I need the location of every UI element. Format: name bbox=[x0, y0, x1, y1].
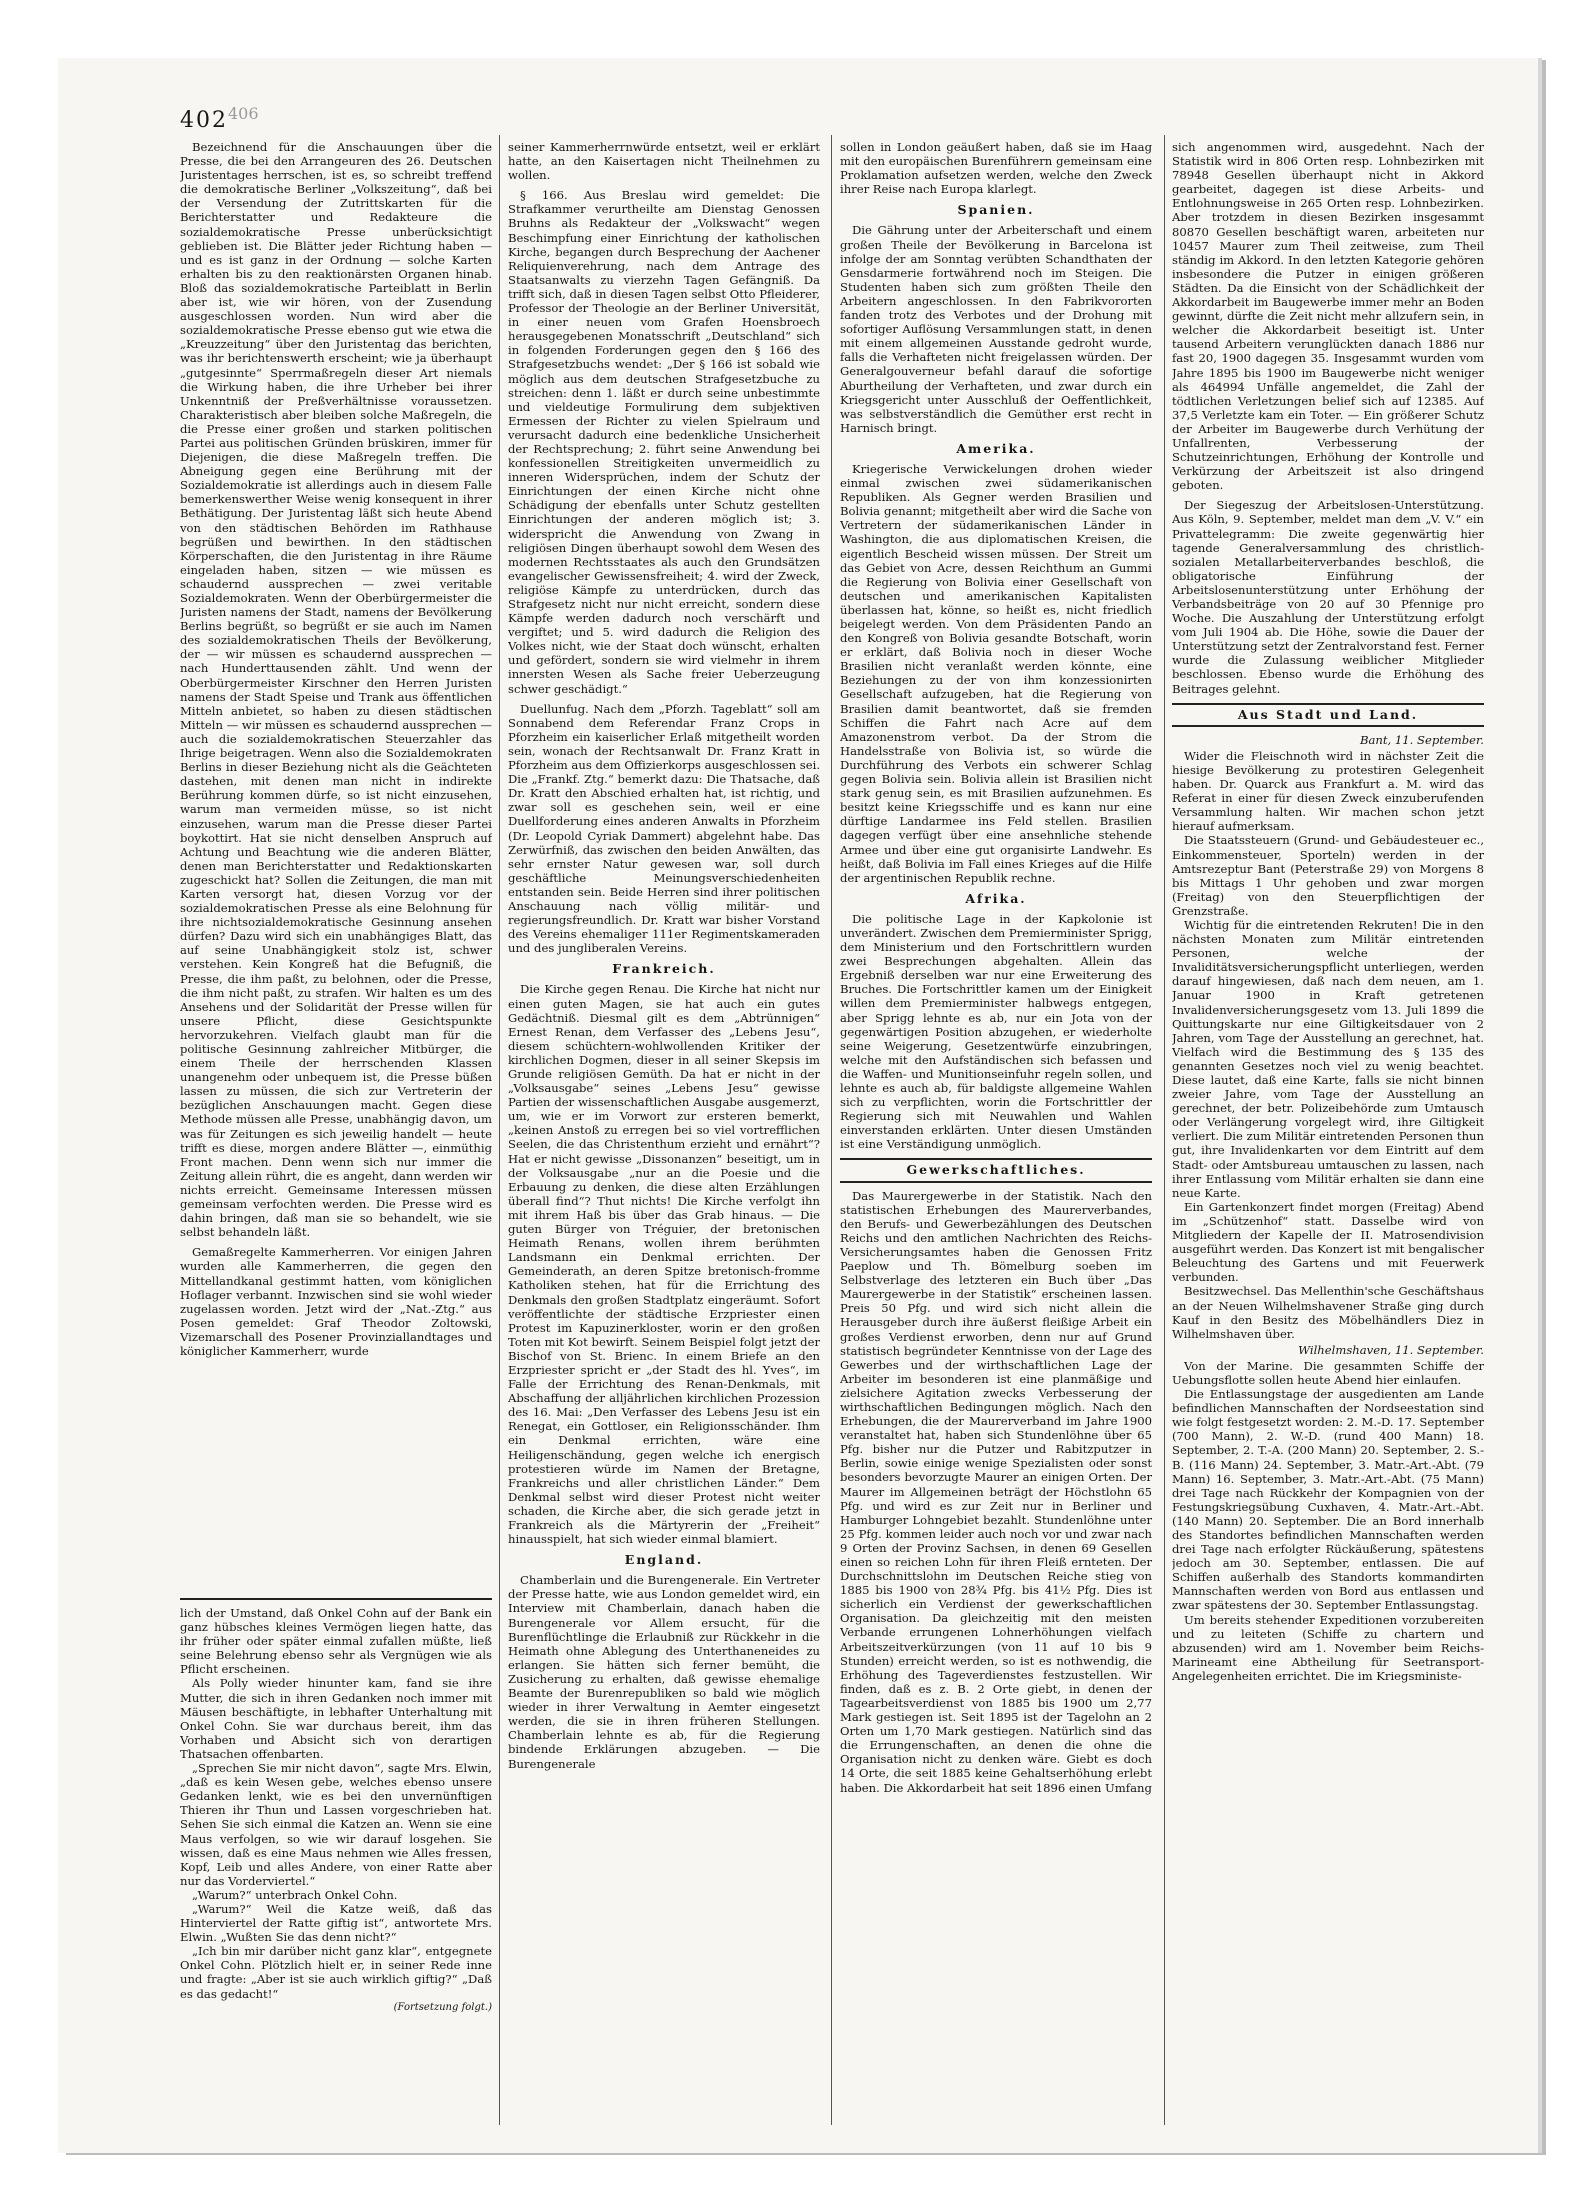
article-rekruten: Wichtig für die eintretenden Rekruten! Die in den nächsten Monaten zum Militär eintretenden Personen, welche der Invaliditätsversicherungspflicht unterliegen, werden darauf hingewiesen, daß nach dem neuen, am 1. Januar 1900 in Kraft getretenen Invalidenversicherungsgesetz vom 13. Juli 1899 die Quittungskarte nur eine Giltigkeitsdauer von 2 Jahren, vom Tage der Ausstellung an gerechnet, hat. Vielfach wird die Bestimmung des § 135 des genannten Gesetzes noch viel zu wenig beachtet. Diese lautet, daß eine Karte, falls sie nicht binnen zweier Jahre, vom Tage der Ausstellung an gerechnet, der betr. Polizeibehörde zum Umtausch oder Verlängerung vorgelegt wird, ihre Giltigkeit verliert. Die zum Militär eintretenden Personen thun gut, ihre Invalidenkarten vor dem Eintritt auf dem Stadt- oder Amtsbureau umtauschen zu lassen, nach ihrer Entlassung vom Militär erhalten sie dann eine neue Karte. bbox=[1172, 917, 1484, 1200]
feuilleton-paragraph: „Warum?“ Weil die Katze weiß, daß das Hinterviertel der Ratte giftig ist“, antwortete Mrs. Elwin. „Wußten Sie das denn nicht?“ bbox=[180, 1901, 492, 1945]
article-presse-juristentag: Bezeichnend für die Anschauungen über die Presse, die bei den Arrangeuren des 26. Deutschen Juristentages herrschen, ist es, so schreibt treffend die demokratische Berliner „Volkszeitung“, daß bei der Versendung der Zutrittskarten für die Berichterstatter und Redakteure die sozialdemokratische Presse unberücksichtigt geblieben ist. Die Blätter jeder Richtung haben — und es ist ganz in der Ordnung — solche Karten erhalten bis zu den reaktionärsten Organen hinab. Bloß das sozialdemokratische Parteiblatt in Berlin aber ist, wie wir hören, von der Zusendung ausgeschlossen worden. Nun wird aber die sozialdemokratische Presse ebenso gut wie etwa die „Kreuzzeitung“ über den Juristentag das berichten, was ihr berichtenswerth erscheint; wie ja überhaupt „gutgesinnte“ Sperrmaßregeln dieser Art niemals die Wirkung haben, die ihre Urheber bei ihrer Unkenntniß der Preßverhältnisse voraussetzen. Charakteristisch aber bleiben solche Maßregeln, die die Presse einer großen und starken politischen Partei aus politischen Gründen brüskiren, immer für Diejenigen, die diese Maßregeln treffen. Die Abneigung gegen eine Berührung mit der Sozialdemokratie ist allerdings auch in diesem Falle bemerkenswerther Weise wenig konsequent in ihrer Bethätigung. Der Juristentag läßt sich heute Abend von den städtischen Behörden im Rathhause begrüßen und bewirthen. In den städtischen Körperschaften, die den Juristentag in ihre Räume eingeladen haben, sitzen — wie müssen es schaudernd aussprechen — zwei veritable Sozialdemokraten. Wenn der Oberbürgermeister die Juristen namens der Stadt, namens der Bevölkerung Berlins begrüßt, so begrüßt er sie auch im Namen des sozialdemokratischen Theils der Bevölkerung, der — wir müssen es schaudernd aussprechen — nach Hunderttausenden zählt. Und wenn der Oberbürgermeister Kirschner den Herren Juristen namens der Stadt Speise und Trank aus öffentlichen Mitteln anbietet, so haben zu diesen städtischen Mitteln — wir müssen es schaudernd aussprechen — auch die sozialdemokratischen Steuerzahler das Ihrige beigetragen. Wenn also die Sozialdemokraten Berlins in dieser Beziehung nicht als die Geächteten dastehen, mit denen man nicht in indirekte Berührung kommen dürfe, so ist nicht einzusehen, warum man vermeiden müsse, so ist nicht einzusehen, warum man die Presse dieser Partei boykottirt. Hat sie nicht denselben Anspruch auf Achtung und Beachtung wie die anderen Blätter, denen man Berichterstatter und Redaktionskarten zugeschickt hat? Sollen die Zeitungen, die man mit Karten versorgt hat, diesen Vorzug vor der sozialdemokratischen Presse als eine Belohnung für ihre nichtsozialdemokratische Gesinnung ansehen dürfen? Dazu wird sich ein unabhängiges Blatt, das auf seine Unabhängigkeit stolz ist, schwer verstehen. Kein Kongreß hat die Befugniß, die Presse, die ihm paßt, zu belohnen, oder die Presse, die ihm nicht paßt, zu strafen. Wir halten es um des Ansehens und der Solidarität der Presse willen für unsere Pflicht, diese Gesichtspunkte hervorzukehren. Vielfach glaubt man für die politische Gesinnung zahlreicher Mitbürger, die einem Theile der herrschenden Klassen unangenehm oder unbequem ist, die Presse büßen lassen zu müssen, die sich zur Vertreterin der bezüglichen Anschauungen macht. Gegen diese Methode müssen alle Presse, unabhängig davon, um was für Zeitungen es sich jeweilig handelt — heute trifft es diese, morgen andere Blätter —, einmüthig Front machen. Denn wenn sich nur immer die Zeitung allein rührt, die es angeht, dann werden wir nichts erreicht. Gemeinsame Interessen müssen gemeinsam verfochten werden. Die Presse wird es dahin bringen, daß man sie so behandelt, wie sie selbst behandeln läßt. bbox=[180, 140, 492, 1240]
section-heading-england: England. bbox=[624, 1552, 704, 1568]
article-continuation: sollen in London geäußert haben, daß sie im Haag mit den europäischen Burenführern gemeinsam eine Proklamation aufsetzen werden, welche den Zweck ihrer Reise nach Europa klarlegt. bbox=[840, 140, 1152, 197]
dateline: Wilhelmshaven, 11. September. bbox=[1298, 1342, 1484, 1357]
continuation-note: (Fortsetzung folgt.) bbox=[393, 2001, 492, 2013]
feuilleton bbox=[180, 1606, 492, 2016]
article-continuation: seiner Kammerherrnwürde entsetzt, weil er erklärt hatte, an den Kaisertagen nicht Theilnehmen zu wollen. bbox=[508, 140, 820, 183]
column-1 bbox=[180, 140, 492, 1595]
article-kammerherren: Gemaßregelte Kammerherren. Vor einigen Jahren wurden alle Kammerherren, die gegen den Mittellandkanal gestimmt hatten, vom königlichen Hoflager verbannt. Inzwischen sind sie wohl wieder zugelassen worden. Jetzt wird der „Nat.-Ztg.“ aus Posen gemeldet: Graf Theodor Zoltowski, Vizemarschall des Posener Provinziallandtages und königlicher Kammerherr, wurde bbox=[180, 1245, 492, 1358]
page-number-faint: 406 bbox=[228, 104, 259, 123]
column-3 bbox=[840, 140, 1152, 2120]
article-marine: Von der Marine. Die gesammten Schiffe der Uebungsflotte sollen heute Abend hier einlaufen. bbox=[1172, 1358, 1484, 1387]
article-paragraph-166: § 166. Aus Breslau wird gemeldet: Die Strafkammer verurtheilte am Dienstag Genossen Bruhns als Redakteur der „Volkswacht“ wegen Beschimpfung einer Einrichtung der katholischen Kirche, begangen durch Besprechung der Aachener Reliquienverehrung, nach dem Antrage des Staatsanwalts zu vierzehn Tagen Gefängniß. Da trifft sich, daß in diesen Tagen selbst Otto Pfleiderer, Professor der Theologie an der Berliner Universität, in einer neuen vom Grafen Hoensbroech herausgegebenen Monatsschrift „Deutschland“ sich in folgenden Forderungen gegen den § 166 des Strafgesetzbuchs wendet: „Der § 166 ist sobald wie möglich aus dem deutschen Strafgesetzbuche zu streichen: denn 1. läßt er durch seine unbestimmte und vieldeutige Formulirung dem subjektiven Ermessen der Richter zu vielen Spielraum und verursacht dadurch eine bedenkliche Unsicherheit der Rechtsprechung; 2. führt seine Anwendung bei konfessionellen Streitigkeiten unvermeidlich zu inneren Widersprüchen, indem der Schutz der Einrichtungen der einen Kirche nicht ohne Schädigung der ebenfalls unter Schutz gestellten Einrichtungen der anderen möglich ist; 3. widerspricht die Anwendung von Zwang in religiösen Dingen überhaupt sowohl dem Wesen des modernen Rechtsstaates als auch den Grundsätzen evangelischer Gewissensfreiheit; 4. wird der Zweck, religiöse Kämpfe zu unterdrücken, durch das Strafgesetz nicht nur nicht erreicht, sondern diese Kämpfe werden dadurch noch verschärft und vergiftet; und 5. wird dadurch die Religion des Volkes nicht, wie der Staat doch wünscht, erhalten und gefördert, sondern sie wird vielmehr in ihrem innersten Wesen als Sache freier Ueberzeugung schwer geschädigt.“ bbox=[508, 188, 820, 696]
column-rule bbox=[1164, 135, 1165, 2125]
article-fleischnoth: Wider die Fleischnoth wird in nächster Zeit die hiesige Bevölkerung zu protestiren Gelegenheit haben. Dr. Quarck aus Frankfurt a. M. wird das Referat in einer für diesen Zweck einzuberufenden Versammlung halten. Wir machen schon jetzt hierauf aufmerksam. bbox=[1172, 748, 1484, 834]
article-chamberlain: Chamberlain und die Burengenerale. Ein Vertreter der Presse hatte, wie aus London gemeldet wird, ein Interview mit Chamberlain, danach haben die Burengenerale vor Allem ersucht, für die Burenflüchtlinge die Erlaubniß zur Rückkehr in die Heimath ohne Ablegung des Unterthaneneides zu erlangen. Sie hätten sich ferner bemüht, die Zusicherung zu erhalten, daß gewisse ehemalige Beamte der Burenrepubliken so bald wie möglich wieder in ihrer Verwaltung in Aemter eingesetzt werden, die sie in ihren früheren Stellungen. Chamberlain lehnte es ab, für die Regierung bindende Erklärungen abzugeben. — Die Burengenerale bbox=[508, 1573, 820, 1771]
article-entlassungstage: Die Entlassungstage der ausgedienten am Lande befindlichen Mannschaften der Nordseestation sind wie folgt festgesetzt worden: 2. M.-D. 17. September (700 Mann), 2. W.-D. (rund 400 Mann) 18. September, 2. T.-A. (200 Mann) 20. September, 2. S.-B. (116 Mann) 24. September, 3. Matr.-Art.-Abt. (79 Mann) 16. September, 3. Matr.-Art.-Abt. (75 Mann) drei Tage nach Rückkehr der Kompagnien von der Festungskriegsübung Cuxhaven, 4. Matr.-Art.-Abt. (140 Mann) 20. September. Die an Bord innerhalb des Standortes befindlichen Mannschaften werden drei Tage nach erfolgter Rückäußerung, spätestens jedoch am 30. September, entlassen. Die auf Schiffen außerhalb des Standorts kommandirten Mannschaften werden von Bord aus entlassen und zwar spätestens der 30. September Entlassungstag. bbox=[1172, 1387, 1484, 1613]
page-number: 402 bbox=[180, 108, 228, 133]
column-2 bbox=[508, 140, 820, 2120]
article-besitzwechsel: Besitzwechsel. Das Mellenthin'sche Geschäftshaus an der Neuen Wilhelmshavener Straße ging durch Kauf in den Besitz des Möbelhändlers Diez in Wilhelmshaven über. bbox=[1172, 1284, 1484, 1341]
article-staatssteuern: Die Staatssteuern (Grund- und Gebäudesteuer ec., Einkommensteuer, Sporteln) werden in der Amtsrezeptur Bant (Peterstraße 29) von Morgens 8 bis Mittags 1 Uhr gehoben und zwar morgen (Freitag) von den Steuerpflichtigen der Grenzstraße. bbox=[1172, 833, 1484, 918]
section-heading-gewerkschaftliches: Gewerkschaftliches. bbox=[840, 1158, 1152, 1182]
article-kirche-renan: Die Kirche gegen Renau. Die Kirche hat nicht nur einen guten Magen, sie hat auch ein gutes Gedächtniß. Diesmal gilt es dem „Abtrünnigen“ Ernest Renan, dem Verfasser des „Lebens Jesu“, diesem schüchtern-wohlwollenden Kritiker der kirchlichen Dogmen, dieser in all seiner Skepsis im Grunde religiösen Gemüth. Da hat er nicht in der „Volksausgabe“ seines „Lebens Jesu“ gewisse Partien der wissenschaftlichen Ausgabe ausgemerzt, um, wie er im Vorwort zur ersteren bemerkt, „keinen Anstoß zu erregen bei so viel vortrefflichen Seelen, die das Christenthum erzieht und ernährt“? Hat er nicht gewisse „Dissonanzen“ beseitigt, um in der Volksausgabe „nur an die Poesie und die Erbauung zu denken, die diese alten Erzählungen überall find“? Thut nichts! Die Kirche verfolgt ihn mit ihrem Haß bis über das Grab hinaus. — Die guten Bürger von Tréguier, der bretonischen Heimath Renans, wollen ihrem berühmten Landsmann ein Denkmal errichten. Der Gemeinderath, an deren Spitze bretonisch-fromme Katholiken stehen, hat für die Errichtung des Denkmals den großen Stadtplatz eingeräumt. Sofort veröffentlichte der städtische Erzpriester einen Protest im Kapuzinerkloster, worin er den großen Toten mit Kot bewirft. Seinem Beispiel folgt jetzt der Bischof von St. Brienc. In einem Briefe an den Erzpriester spricht er „der Stadt des hl. Yves“, im Falle der Errichtung des Renan-Denkmals, mit Abschaffung der alljährlichen kirchlichen Prozession des 16. Mai: „Den Verfasser des Lebens Jesu ist ein Renegat, ein Gottloser, ein Religionsschänder. Ihm ein Denkmal errichten, wäre eine Heiligenschändung, gegen welche ich energisch protestieren würde im Namen der Bretagne, Frankreichs und aller christlichen Länder.“ Dem Denkmal selbst wird dieser Protest nicht weiter schaden, die Kirche aber, die sich gerade jetzt in Frankreich als die Märtyrerin der „Freiheit“ hinausspielt, hat sich wieder einmal blamiert. bbox=[508, 982, 820, 1547]
article-gartenkonzert: Ein Gartenkonzert findet morgen (Freitag) Abend im „Schützenhof“ statt. Dasselbe wird von Mitgliedern der Kapelle der II. Matrosendivision ausgeführt werden. Das Konzert ist mit bengalischer Beleuchtung des Gartens und mit Feuerwerk verbunden. bbox=[1172, 1199, 1484, 1285]
section-heading-afrika: Afrika. bbox=[965, 890, 1027, 906]
article-continuation: sich angenommen wird, ausgedehnt. Nach der Statistik wird in 806 Orten resp. Lohnbezirken mit 78948 Gesellen überhaupt nicht in Akkord gearbeitet, dagegen ist diese Arbeits- und Entlohnungsweise in 265 Orten resp. Lohnbezirken. Aber trotzdem in diesen Bezirken insgesammt 80870 Gesellen beschäftigt waren, arbeiteten nur 10457 Maurer zum Theil zeitweise, zum Theil ständig im Akkord. In den letzten Kategorie gehören insbesondere die Putzer in einigen größeren Städten. Da die Einsicht von der Schädlichkeit der Akkordarbeit im Baugewerbe immer mehr an Boden gewinnt, dürfte die Zeit nicht mehr allzufern sein, in welcher die Akkordarbeit beseitigt ist. Unter tausend Arbeitern verunglückten danach 1886 nur fast 20, 1900 dagegen 35. Insgesammt wurden vom Jahre 1895 bis 1900 im Baugewerbe nicht weniger als 464994 Unfälle angemeldet, die Zahl der tödtlichen Verletzungen belief sich auf 12385. Auf 37,5 Verletzte kam ein Toter. — Ein größerer Schutz der Arbeiter im Baugewerbe durch Verhütung der Unfallrenten, Verbesserung der Schutzeinrichtungen, Erhöhung der Kontrolle und Verkürzung der Arbeitszeit ist also dringend geboten. bbox=[1172, 140, 1484, 493]
column-rule bbox=[499, 135, 500, 2125]
article-seetransport: Um bereits stehender Expeditionen vorzubereiten und zu leiteten (Schiffe zu chartern und abzusenden) wird am 1. November beim Reichs-Marineamt eine Abtheilung für Seetransport-Angelegenheiten errichtet. Die im Kriegsministe- bbox=[1172, 1612, 1484, 1683]
feuilleton-paragraph: Als Polly wieder hinunter kam, fand sie ihre Mutter, die sich in ihren Gedanken noch immer mit Mäusen beschäftigte, in lebhafter Unterhaltung mit Onkel Cohn. Sie war durchaus bereit, ihm das Vorhaben und Absicht sich von derartigen Thatsachen offenbarten. bbox=[180, 1676, 492, 1761]
dateline: Bant, 11. September. bbox=[1359, 732, 1484, 747]
section-heading-spanien: Spanien. bbox=[957, 202, 1035, 218]
feuilleton-paragraph: „Warum?“ unterbrach Onkel Cohn. bbox=[192, 1887, 398, 1902]
article-kapkolonie: Die politische Lage in der Kapkolonie ist unverändert. Zwischen dem Premierminister Sprigg, dem Ministerium und den Fortschrittlern wurden zwei Besprechungen abgehalten. Allein das Ergebniß derselben war nur eine Erweiterung des Bruches. Die Fortschrittler kamen um der Einigkeit willen dem Premierminister halbwegs entgegen, aber Sprigg lehnte es ab, nur ein Jota von der gegenwärtigen Position abzugehen, er wiederholte seine Weigerung, Gesetzentwürfe einzubringen, welche mit den Aufständischen sich befassen und die Waffen- und Munitionseinfuhr regeln sollen, und lehnte es auch ab, für baldigste allgemeine Wahlen sich zu verpflichten, worin die Fortschrittler der Regierung sich mit Neuwahlen und Wahlen einverstanden erklärten. Unter diesen Umständen ist eine Verständigung unmöglich. bbox=[840, 911, 1152, 1152]
column-4 bbox=[1172, 140, 1484, 2120]
feuilleton-paragraph: „Sprechen Sie mir nicht davon“, sagte Mrs. Elwin, „daß es kein Wesen gebe, welches ebenso unsere Gedanken lenkt, wie es bei den unvernünftigen Thieren ihr Thun und Lassen vorgeschrieben hat. Sehen Sie sich einmal die Katzen an. Wenn sie eine Maus verfolgen, so wie wir darauf losgehen. Sie wissen, daß es eine Maus nehmen wie Alles fressen, Kopf, Leib und alles Andere, von einer Ratte aber nur das Vorderviertel.“ bbox=[180, 1761, 492, 1888]
article-duellunfug: Duellunfug. Nach dem „Pforzh. Tageblatt“ soll am Sonnabend dem Referendar Franz Crops in Pforzheim ein kaiserlicher Erlaß mitgetheilt worden sein, wonach der Rechtsanwalt Dr. Franz Kratt in Pforzheim aus dem Offizierkorps ausgeschlossen sei. Die „Frankf. Ztg.“ bemerkt dazu: Die Thatsache, daß Dr. Kratt den Abschied erhalten hat, ist richtig, und zwar soll es geschehen sein, weil er eine Duellforderung eines anderen Anwalts in Pforzheim (Dr. Leopold Cyriak Dammert) abgelehnt habe. Das Zerwürfniß, das zwischen den beiden Anwälten, das sehr ernster Natur gewesen war, soll durch geschäftliche Meinungsverschiedenheiten entstanden sein. Beide Herren sind ihrer politischen Anschauung nach völlig militär- und regierungsfreundlich. Dr. Kratt war bisher Vorstand des Vereins ehemaliger 111er Regimentskameraden und des jungliberalen Vereins. bbox=[508, 701, 820, 956]
feuilleton-paragraph: lich der Umstand, daß Onkel Cohn auf der Bank ein ganz hübsches kleines Vermögen liegen hatte, das ihr früher oder später einmal zufallen müßte, ließ seine Belehrung ebenso sehr als Vergnügen wie als Pflicht erscheinen. bbox=[180, 1606, 492, 1677]
column-rule bbox=[831, 135, 832, 2125]
article-maurergewerbe: Das Maurergewerbe in der Statistik. Nach den statistischen Erhebungen des Maurerverbandes, den Berufs- und Gewerbezählungen des Deutschen Reichs und den amtlichen Nachrichten des Reichs-Versicherungsamtes haben die Genossen Fritz Paeplow und Th. Bömelburg soeben im Selbstverlage des letzteren ein Buch über „Das Maurergewerbe in der Statistik“ erscheinen lassen. Preis 50 Pfg. und wird sich nicht allein die Herausgeber durch ihre äußerst fleißige Arbeit ein großes Verdienst erworben, denn nur auf Grund statistisch begründeter Kenntnisse von der Lage des Gewerbes und der wirthschaftlichen Lage der Arbeiter im besonderen ist eine planmäßige und zielsichere Agitation zwecks Verbesserung der wirthschaftlichen Bedingungen möglich. Nach den Erhebungen, die der Maurerverband im Jahre 1900 veranstaltet hat, haben sich Stundenlöhne über 65 Pfg. bisher nur die Putzer und Rabitzputzer in Berlin, sowie einige wenige Spezialisten oder sonst besonders bevorzugte Maurer an einigen Orten. Der Maurer im Allgemeinen beträgt der Höchstlohn 65 Pfg. und wird es zur Zeit nur in Berliner und Hamburger Lohngebiet bezahlt. Stundenlöhne unter 25 Pfg. kommen leider auch noch vor und zwar nach 9 Orten der Provinz Sachsen, in denen 69 Gesellen einen so reichen Lohn für ihren Fleiß ernteten. Der Durchschnittslohn im Deutschen Reiche stieg von 1885 bis 1900 von 28¾ Pfg. bis 41½ Pfg. Dies ist sicherlich ein Verdienst der gewerkschaftlichen Organisation. Da gleichzeitig mit den meisten Verbande errungenen Lohnerhöhungen vielfach Arbeitszeitverkürzungen (von 11 auf 10 bis 9 Stunden) erreicht werden, so ist es nothwendig, die Erhöhung des Tageverdienstes festzustellen. Wir finden, daß es z. B. 2 Orte giebt, in denen der Tagearbeitsverdienst von 1885 bis 1900 um 2,77 Mark gestiegen ist. Seit 1895 ist der Tagelohn an 2 Orten um 1,70 Mark gestiegen. Natürlich sind das die Errungenschaften, an denen die ohne die Organisation nicht zu denken wäre. Giebt es doch 14 Orte, die seit 1885 keine Gehaltserhöhung erlebt haben. Die Akkordarbeit hat seit 1896 einen Umfang bbox=[840, 1188, 1152, 1795]
section-heading-stadt-und-land: Aus Stadt und Land. bbox=[1172, 703, 1484, 727]
article-barcelona: Die Gährung unter der Arbeiterschaft und einem großen Theile der Bevölkerung in Barcelona ist infolge der am Sonntag verübten Schandthaten der Gensdarmerie fortwährend noch im Steigen. Die Studenten haben sich zum größten Theile den Arbeitern angeschlossen. In den Fabrikvororten fanden trotz des Verbotes und der Drohung mit sofortiger Auflösung Versammlungen statt, in denen mit einem allgemeinen Ausstande gedroht wurde, falls die Verhafteten nicht freigelassen würden. Der Generalgouverneur befahl darauf die sofortige Aburtheilung der Verhafteten, und zwar durch ein Kriegsgericht unter Ausschluß der Oeffentlichkeit, was selbstverständlich die Gemüther erst recht in Harnisch bringt. bbox=[840, 223, 1152, 435]
article-brasilien-bolivia: Kriegerische Verwickelungen drohen wieder einmal zwischen zwei südamerikanischen Republiken. Als Gegner werden Brasilien und Bolivia genannt; mitgetheilt aber wird die Sache von Vertretern der südamerikanischen Länder in Washington, die aus diplomatischen Kreisen, die eigentlich Bescheid wissen müssen. Der Streit um das Gebiet von Acre, dessen Reichthum an Gummi die Regierung von Bolivia einer Gesellschaft von deutschen und amerikanischen Kapitalisten überlassen hat, könne, so heißt es, nicht friedlich beigelegt werden. Von dem Präsidenten Pando an den Kongreß von Bolivia gesandte Botschaft, worin er erklärt, daß Bolivia noch in dieser Woche Brasilien nicht veranlaßt werden könnte, eine Beziehungen zu der von ihm konzessionirten Gesellschaft aufzugeben, hat die Regierung von Brasilien damit beantwortet, daß sie fremden Schiffen die Fahrt nach Acre auf dem Amazonenstrom verbot. Da der Strom die Handelsstraße von Bolivia ist, so würde die Durchführung des Verbots ein schwerer Schlag gegen Bolivia sein. Bolivia allein ist Brasilien nicht stark genug sein, es mit Brasilien aufzunehmen. Es besitzt keine Kriegsschiffe und es kann nur eine dürftige Landarmee ins Feld stellen. Brasilien dagegen verfügt über eine ansehnliche stehende Armee und über eine gut organisirte Landwehr. Es heißt, daß Bolivia im Fall eines Krieges auf die Hilfe der argentinischen Republik rechne. bbox=[840, 461, 1152, 885]
feuilleton-paragraph: „Ich bin mir darüber nicht ganz klar“, entgegnete Onkel Cohn. Plötzlich hielt er, in seiner Rede inne und fragte: „Aber ist sie auch wirklich giftig?“ „Daß es das gedacht!“ bbox=[180, 1944, 492, 2001]
article-arbeitslosen-unterstuetzung: Der Siegeszug der Arbeitslosen-Unterstützung. Aus Köln, 9. September, meldet man dem „V. V.“ ein Privattelegramm: Die zweite gegenwärtig hier tagende Generalversammlung des christlich-sozialen Metallarbeiterverbandes beschloß, die obligatorische Einführung der Arbeitslosenunterstützung unter Erhöhung der Verbandsbeiträge von 20 auf 30 Pfennige pro Woche. Die Auszahlung der Unterstützung erfolgt vom Juli 1904 ab. Die Höhe, sowie die Dauer der Unterstützung setzt der Zentralvorstand fest. Ferner wurde die Zulassung weiblicher Mitglieder beschlossen. Ebenso wurde die Erhöhung des Beitrages gelehnt. bbox=[1172, 498, 1484, 696]
section-heading-frankreich: Frankreich. bbox=[612, 961, 716, 977]
feuilleton-rule bbox=[180, 1598, 492, 1600]
section-heading-amerika: Amerika. bbox=[956, 440, 1036, 456]
